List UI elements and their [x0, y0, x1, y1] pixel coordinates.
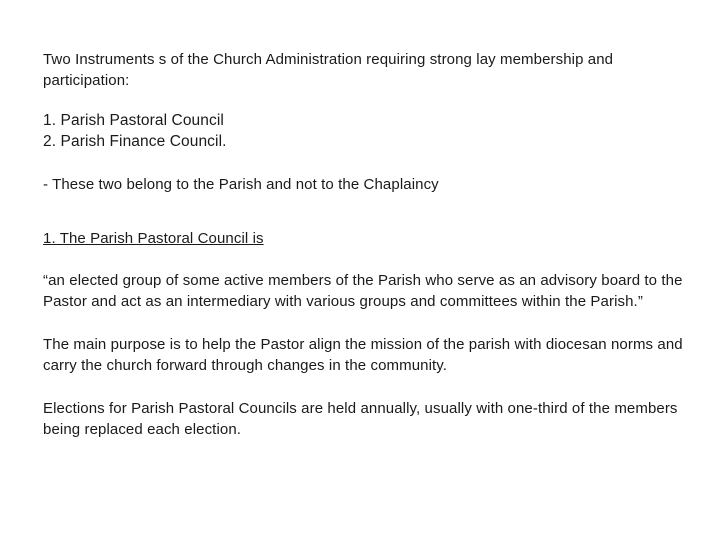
slide-body: [43, 49, 683, 440]
council-list: [43, 110, 683, 152]
chaplaincy-note: - These two belong to the Parish and not to the Chaplaincy: [43, 176, 439, 193]
intro-paragraph: Two Instruments s of the Church Administration requiring strong lay membership and participation:: [43, 51, 614, 89]
list-item-finance-council: 2. Parish Finance Council.: [43, 133, 227, 150]
list-item-pastoral-council: 1. Parish Pastoral Council: [43, 112, 224, 129]
purpose-paragraph: The main purpose is to help the Pastor align the mission of the parish with diocesan norms and carry the church forward through changes in the community.: [43, 336, 683, 374]
elections-paragraph: Elections for Parish Pastoral Councils are held annually, usually with one-third of the members being replaced each election.: [43, 400, 678, 438]
definition-quote: “an elected group of some active members of the Parish who serve as an advisory board to the Pastor and act as an intermediary with various groups and committees within the Parish.”: [43, 272, 683, 310]
section-heading: 1. The Parish Pastoral Council is: [43, 230, 264, 247]
